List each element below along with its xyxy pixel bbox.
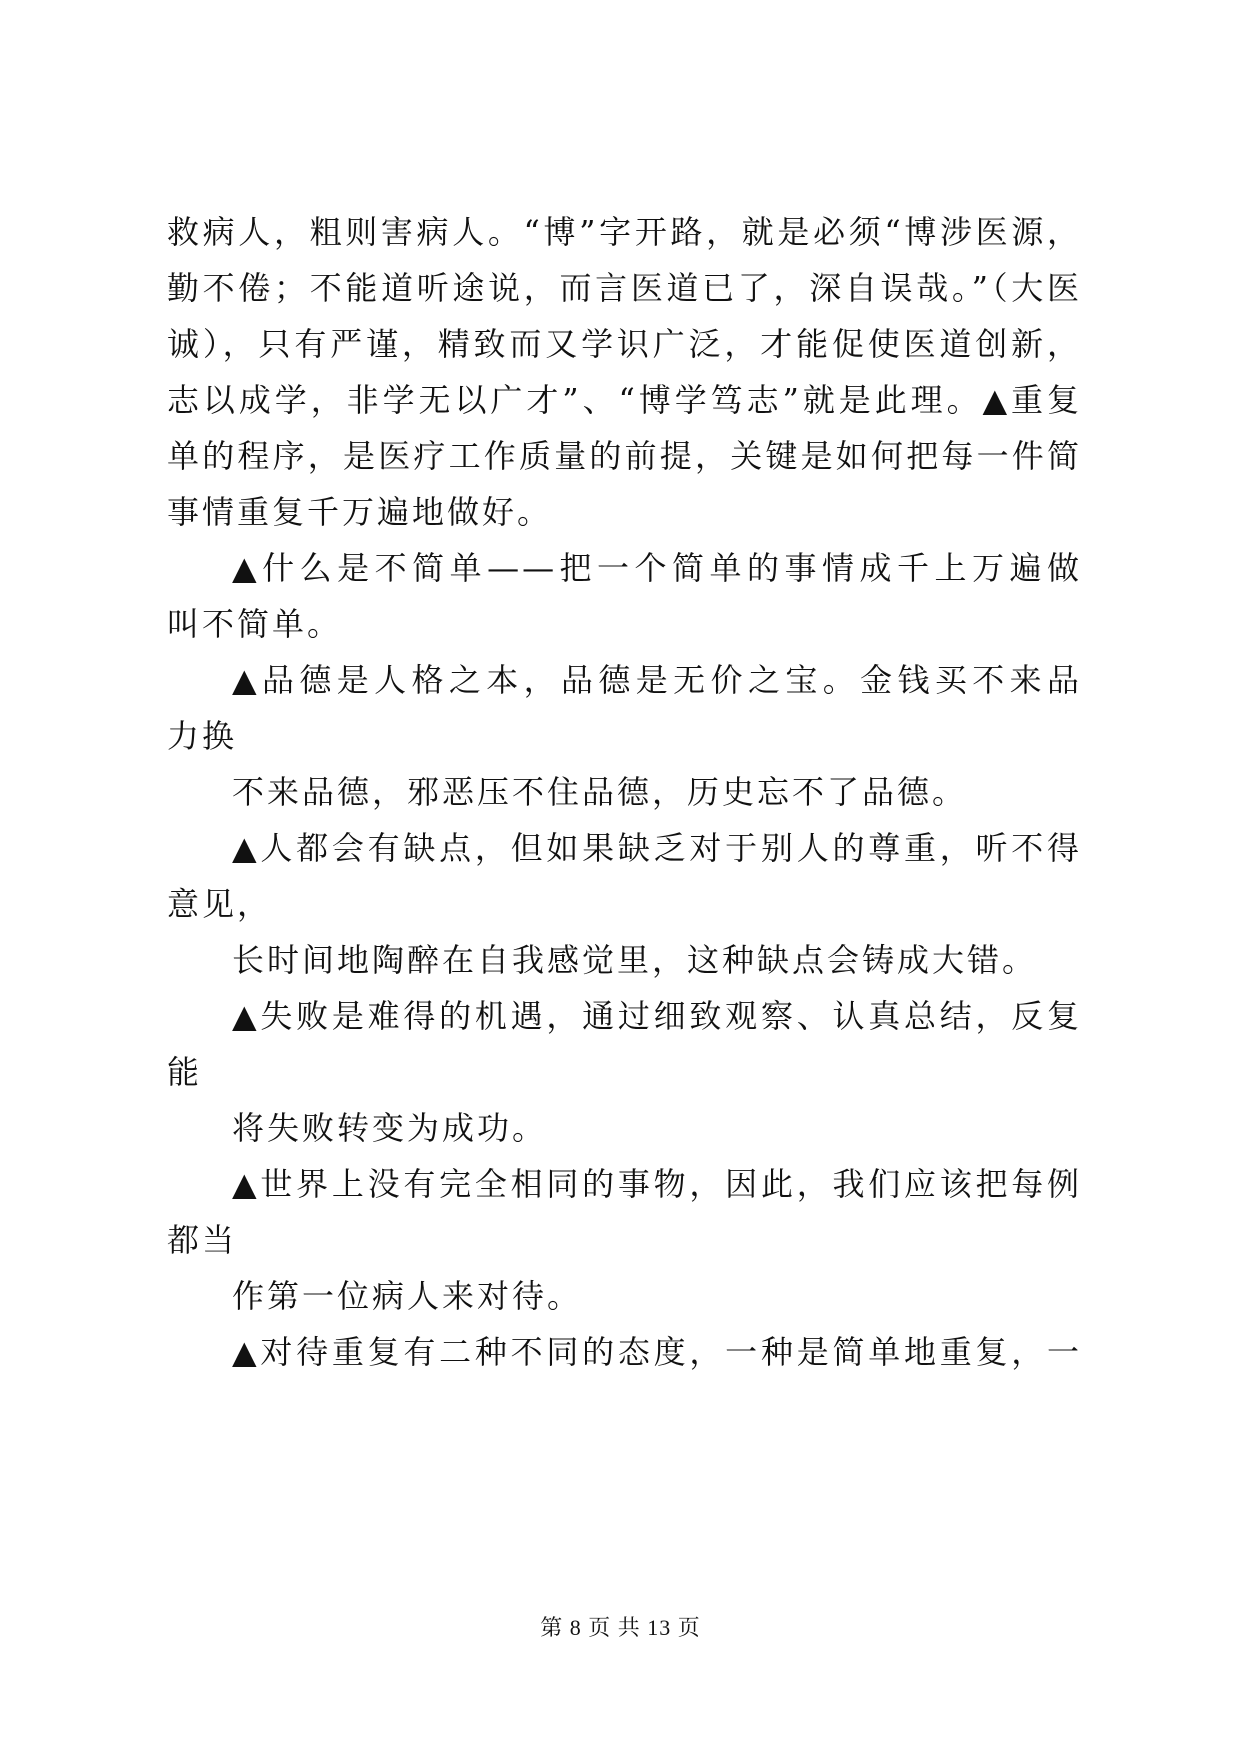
body-line: 叫不简单。: [167, 605, 343, 643]
body-line: 志以成学，非学无以广才”、“博学笃志”就是此理。▲重复: [167, 381, 1082, 419]
paragraph-first-line: 长时间地陶醉在自我感觉里，这种缺点会铸成大错。: [232, 941, 1038, 979]
paragraph-first-line: ▲对待重复有二种不同的态度，一种是简单地重复，一: [232, 1333, 1082, 1371]
paragraph-first-line: ▲人都会有缺点，但如果缺乏对于别人的尊重，听不得: [232, 829, 1082, 867]
body-line: 能: [167, 1053, 203, 1091]
body-line: 单的程序，是医疗工作质量的前提，关键是如何把每一件简: [167, 437, 1082, 475]
paragraph-first-line: ▲什么是不简单——把一个简单的事情成千上万遍做: [232, 549, 1082, 587]
body-line: 事情重复千万遍地做好。: [167, 493, 553, 531]
body-line: 勤不倦；不能道听途说，而言医道已了，深自误哉。”（大医: [167, 269, 1082, 307]
paragraph-first-line: 不来品德，邪恶压不住品德，历史忘不了品德。: [232, 773, 968, 811]
paragraph-first-line: 作第一位病人来对待。: [232, 1277, 583, 1315]
body-line: 都当: [167, 1221, 238, 1259]
paragraph-first-line: ▲品德是人格之本，品德是无价之宝。金钱买不来品: [232, 661, 1082, 699]
paragraph-first-line: ▲世界上没有完全相同的事物，因此，我们应该把每例: [232, 1165, 1082, 1203]
page-footer: 第 8 页 共 13 页: [540, 1615, 701, 1640]
body-line: 力换: [167, 717, 238, 755]
paragraph-first-line: ▲失败是难得的机遇，通过细致观察、认真总结，反复: [232, 997, 1082, 1035]
body-line: 意见，: [167, 885, 273, 923]
body-line: 救病人，粗则害病人。“博”字开路，就是必须“博涉医源，: [167, 213, 1082, 251]
body-line: 诚），只有严谨，精致而又学识广泛，才能促使医道创新，: [167, 325, 1082, 363]
paragraph-first-line: 将失败转变为成功。: [232, 1109, 548, 1147]
